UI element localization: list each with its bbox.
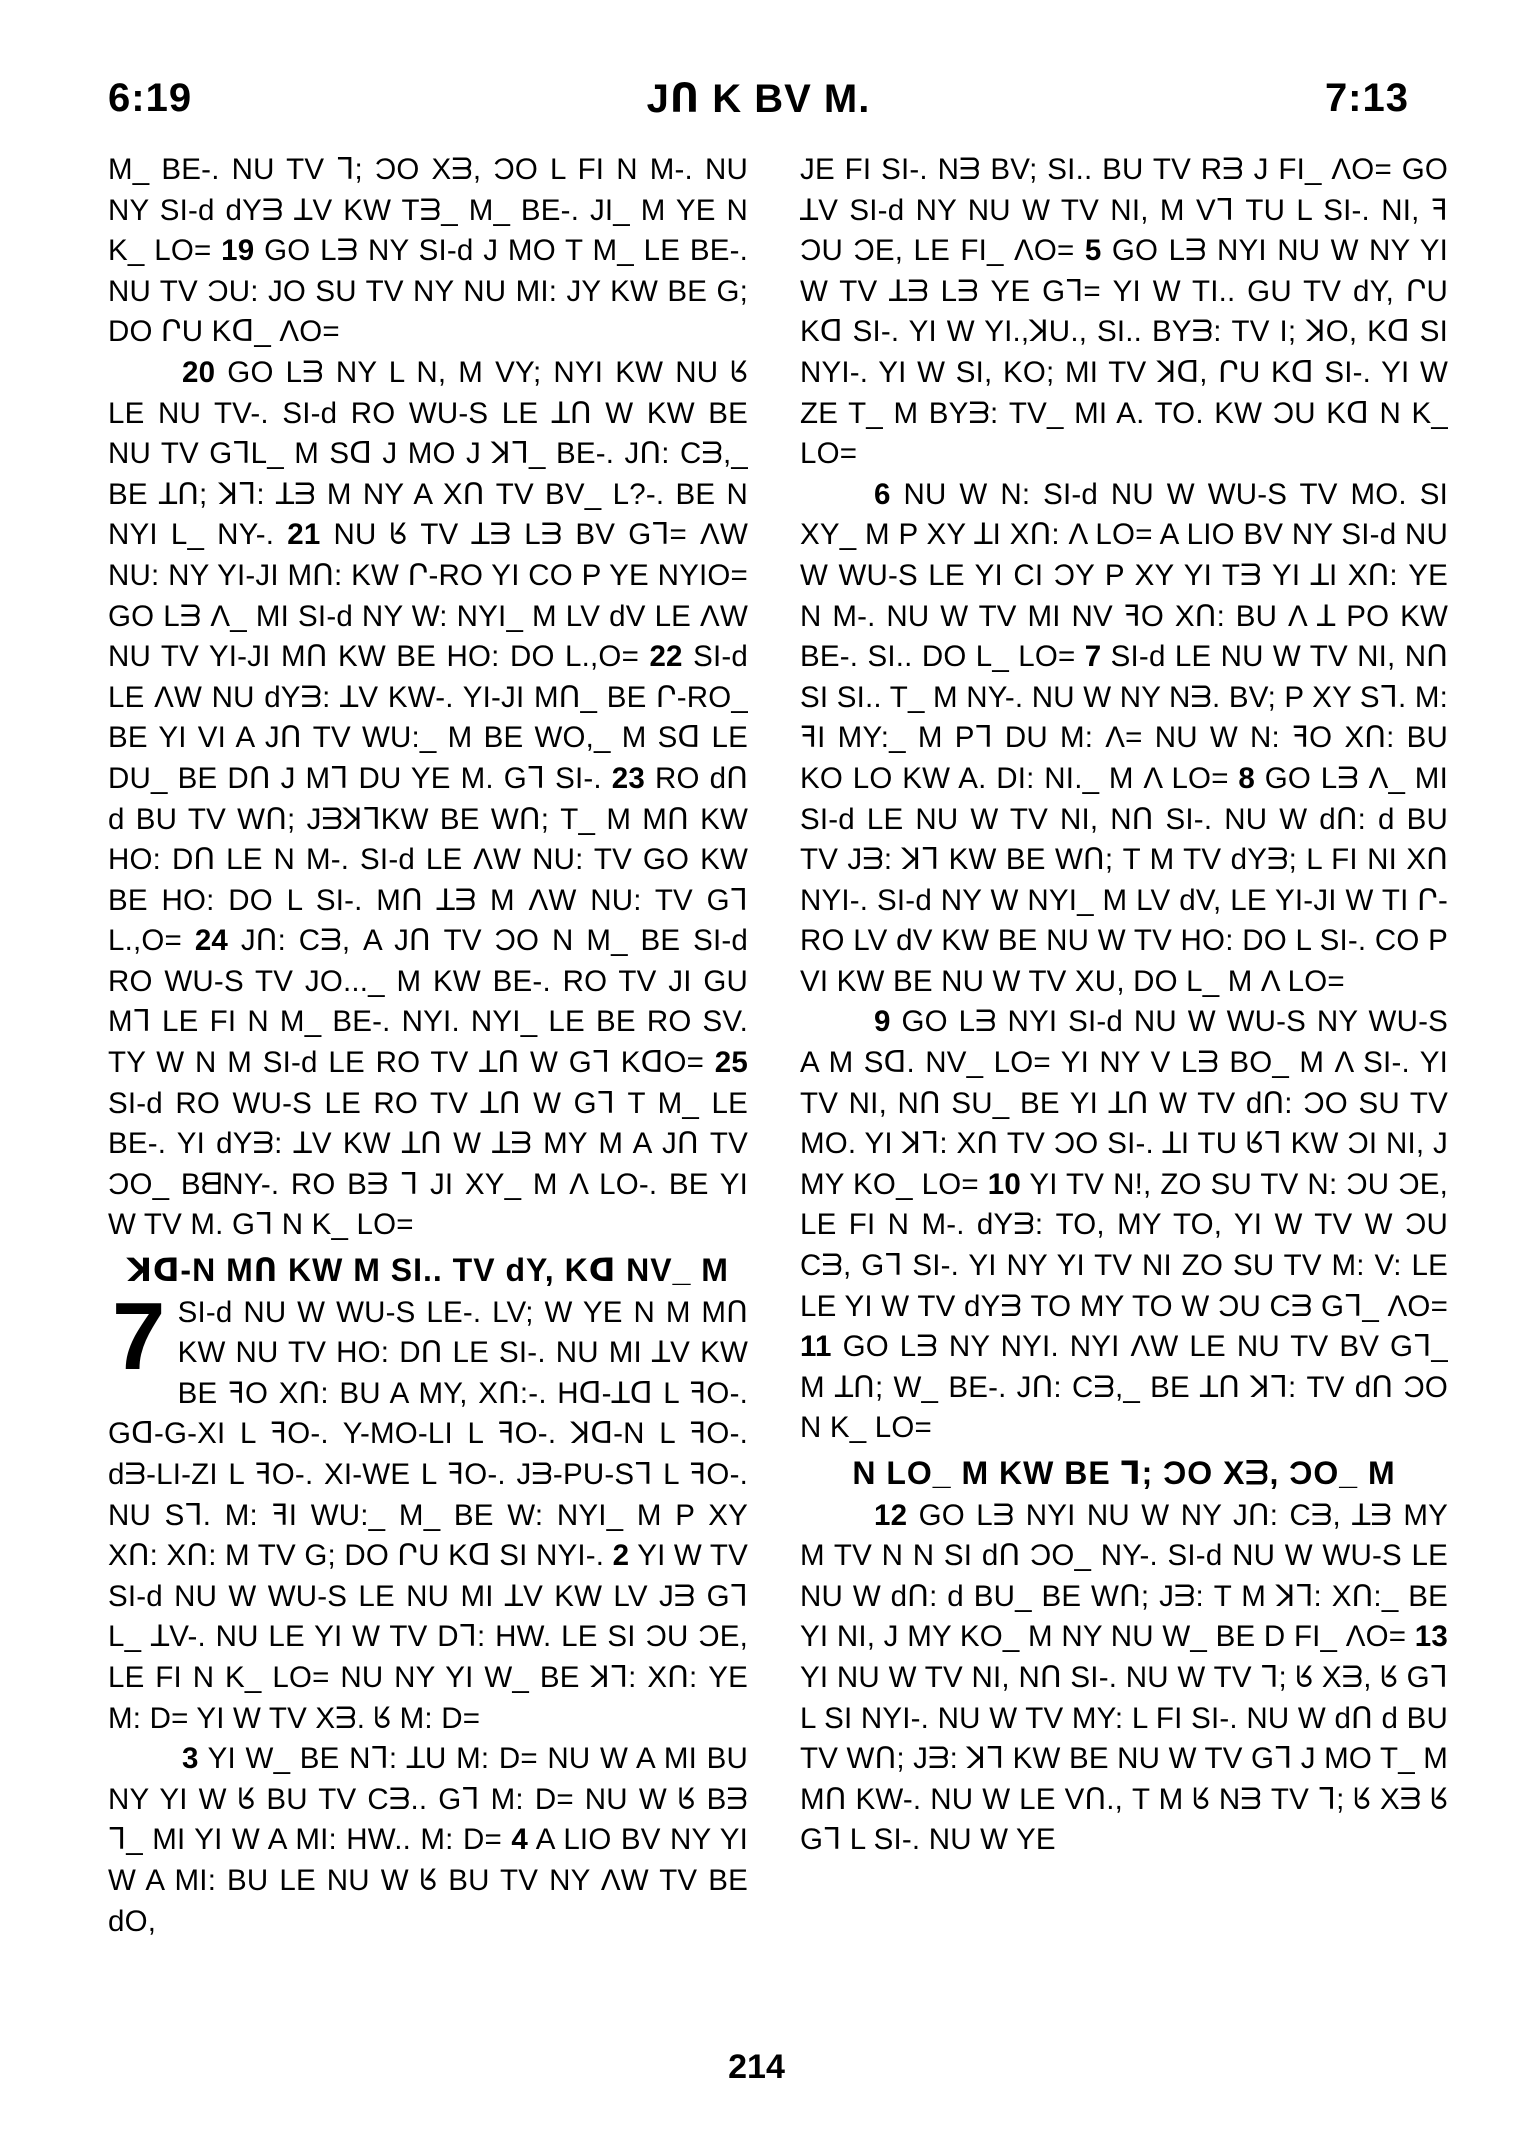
verse-number: 8 xyxy=(1238,761,1255,795)
verse-text: YI TV N!, ZO SU TV N: ƆU ƆE, LE FI N M-. dYᗱ: TO, MY TO, YI W TV W ƆU Cᗱ, Gᒣ SI-. YI NY YI TV NI ZO SU TV M: V: LE LE YI W TV dYᗱ TO MY TO W ƆU Cᗱ Gᒣ_ ΛO= xyxy=(800,1167,1448,1323)
section-heading: N LO_ M KW BE ᒣ; ƆO Xᗱ, ƆO_ M xyxy=(852,1455,1396,1491)
verse-text: YI NU W TV NI, NՈ SI-. NU W TV ᒣ; ᖉ Xᗱ, ᖉ Gᒣ L SI NYI-. NU W TV MY: L FI SI-. NU W dՈ d BU TV WՈ; Jᗱ: ꓘᒣ KW BE NU W TV Gᒣ J MO T_ M MՈ KW-. NU W LE VՈ., T M ᖉ Nᗱ TV ᒣ; ᖉ Xᗱ ᖉ Gᒣ L SI-. NU W YE xyxy=(800,1660,1448,1857)
paragraph xyxy=(800,475,1448,1003)
verse-text: RO dՈ d BU TV WՈ; JᗱꓘᒣKW BE WՈ; T_ M MՈ KW HO: DՈ LE N M-. SI-d LE ΛW NU: TV GO KW BE HO: DO L SI-. MՈ ꓕᗱ M ΛW NU: TV Gᒣ L.,O= xyxy=(108,761,748,958)
verse-number: 11 xyxy=(800,1330,832,1364)
verse-text: NU ᖉ TV ꓕᗱ Lᗱ BV Gᒣ= ΛW NU: NY YI-JI MՈ: KW Ր-RO YI CO P YE NYIO= GO Lᗱ Λ_ MI SI-d NY W: NYI_ M LV dV LE ΛW NU TV YI-JI MՈ KW BE HO: DO L.,O= xyxy=(108,518,748,674)
paragraph xyxy=(108,353,748,1246)
verse-number: 23 xyxy=(611,761,645,795)
chapter-paragraph xyxy=(108,1282,748,1740)
verse-number: 5 xyxy=(1084,234,1102,268)
verse-text: GO Lᗱ NYI NU W NY JՈ: Cᗱ, ꓕᗱ MY M TV N N SI dՈ ƆO_ NY-. SI-d NU W WU-S LE NU W dՈ: d BU_ BE WՈ; Jᗱ: T M ꓘᒣ: XՈ:_ BE YI NI, J MY KO_ M NY NU W_ BE D FI_ ΛO= xyxy=(800,1498,1448,1654)
verse-number: 6 xyxy=(874,477,891,511)
header-right-reference: 7:13 xyxy=(1324,76,1409,120)
verse-number: 10 xyxy=(987,1167,1021,1201)
verse-number: 20 xyxy=(182,355,216,389)
verse-number: 9 xyxy=(874,1005,891,1039)
verse-text: GO Lᗱ NY NYI. NYI ΛW LE NU TV BV Gᒣ_ M ꓕՈ; W_ BE-. JՈ: Cᗱ,_ BE ꓕՈ ꓘᒣ: TV dՈ ƆO N K_ LO= xyxy=(800,1330,1448,1445)
paragraph xyxy=(800,1002,1448,1449)
verse-text: M_ BE-. NU TV ᒣ; ƆO Xᗱ, ƆO L FI N M-. NU NY SI-d dYᗱ ꓕV KW Tᗱ_ M_ BE-. JI_ M YE N K_ LO= xyxy=(108,153,748,268)
verse-number: 12 xyxy=(874,1498,908,1532)
verse-text: GO Lᗱ Λ_ MI SI-d LE NU W TV NI, NՈ SI-. NU W dՈ: d BU TV Jᗱ: ꓘᒣ KW BE WՈ; T M TV dYᗱ; L FI NI XՈ NYI-. SI-d NY W NYI_ M LV dV, LE YI-JI W TI Ր-RO LV dV KW BE NU W TV HO: DO L SI-. CO P VI KW BE NU W TV XU, DO L_ M Λ LO= xyxy=(800,761,1448,998)
verse-number: 13 xyxy=(1414,1620,1448,1654)
verse-text: SI-d RO WU-S LE RO TV ꓕՈ W Gᒣ T M_ LE BE-. YI dYᗱ: ꓕV KW ꓕՈ W ꓕᗱ MY M A JՈ TV ƆO_ BᗺNY-. RO Bᗱ ᒣ JI XY_ M Λ LO-. BE YI W TV M. Gᒣ N K_ LO= xyxy=(108,1086,748,1242)
header-book-title: JՈ K BV M. xyxy=(646,77,871,121)
verse-text: A LIO BV NY YI W A MI: BU LE NU W ᖉ BU TV NY ΛW TV BE dO, xyxy=(108,1823,748,1938)
paragraph xyxy=(108,1739,748,1942)
paragraph xyxy=(800,150,1448,475)
verse-text: GO Lᗱ NYI NU W NY YI W TV ꓕᗱ Lᗱ YE Gᒣ= YI W TI.. GU TV dY, ՐU Kᗡ SI-. YI W YI.,ꓘU., SI.. BYᗱ: TV I; ꓘO, Kᗡ SI NYI-. YI W SI, KO; MI TV ꓘᗡ, ՐU Kᗡ SI-. YI W ZE T_ M BYᗱ: TV_ MI A. TO. KW ƆU Kᗡ N K_ LO= xyxy=(800,234,1448,471)
verse-text: JՈ: Cᗱ, A JՈ TV ƆO N M_ BE SI-d RO WU-S TV JO..._ M KW BE-. RO TV JI GU Mᒣ LE FI N M_ BE-. NYI. NYI_ LE BE RO SV. TY W N M SI-d LE RO TV ꓕՈ W Gᒣ KᗡO= xyxy=(108,924,748,1080)
verse-number: 19 xyxy=(221,234,255,268)
verse-text: SI-d LE ΛW NU dYᗱ: ꓕV KW-. YI-JI MՈ_ BE Ր-RO_ BE YI VI A JՈ TV WU:_ M BE WO,_ M Sᗡ LE DU_ BE DՈ J Mᒣ DU YE M. Gᒣ SI-. xyxy=(108,640,748,795)
verse-number: 24 xyxy=(194,924,229,958)
left-column xyxy=(108,150,748,2021)
verse-text: JE FI SI-. Nᗱ BV; SI.. BU TV Rᗱ J FI_ ΛO= GO ꓕV SI-d NY NU W TV NI, M Vᒣ TU L SI-. NI, ꟻ ƆU ƆE, LE FI_ ΛO= xyxy=(800,153,1448,268)
verse-text: NU W N: SI-d NU W WU-S TV MO. SI XY_ M P XY ꓕI XՈ: Λ LO= A LIO BV NY SI-d NU W WU-S LE YI CI ƆY P XY YI Tᗱ YI ꓕI XՈ: YE N M-. NU W TV MI NV ꟻO XՈ: BU Λ ꓕ PO KW BE-. SI.. DO L_ LO= xyxy=(800,477,1448,674)
verse-number: 25 xyxy=(714,1046,748,1080)
verse-text: GO Lᗱ NY L N, M VY; NYI KW NU ᖉ LE NU TV-. SI-d RO WU-S LE ꓕՈ W KW BE NU TV GᒣL_ M Sᗡ J MO J ꓘᒣ_ BE-. JՈ: Cᗱ,_ BE ꓕՈ; ꓘᒣ: ꓕᗱ M NY A XՈ TV BV_ L?-. BE N NYI L_ NY-. xyxy=(108,355,748,552)
verse-text: SI-d LE NU W TV NI, NՈ SI SI.. T_ M NY-. NU W NY Nᗱ. BV; P XY Sᒣ. M: ꟻI MY:_ M Pᒣ DU M: Λ= NU W N: ꟻO XՈ: BU KO LO KW A. DI: NI._ M Λ LO= xyxy=(800,640,1448,795)
page-number: 214 xyxy=(728,2048,785,2086)
verse-number: 3 xyxy=(182,1742,199,1776)
right-column xyxy=(800,150,1448,2021)
verse-number: 7 xyxy=(1084,640,1102,674)
verse-number: 21 xyxy=(287,518,321,552)
verse-text: SI-d NU W WU-S LE-. LV; W YE N M MՈ KW NU TV HO: DՈ LE SI-. NU MI ꓕV KW BE ꟻO XՈ: BU A MY, XՈ:-. Hᗡ-ꓕᗡ L ꟻO-. Gᗡ-G-XI L ꟻO-. Y-MO-LI L ꟻO-. ꓘᗡ-N L ꟻO-. dᗱ-LI-ZI L ꟻO-. XI-WE L ꟻO-. Jᗱ-PU-Sᒣ L ꟻO-. NU Sᒣ. M: ꟻI WU:_ M_ BE W: NYI_ M P XY XՈ: XՈ: M TV G; DO ՐU Kᗡ SI NYI-. xyxy=(108,1295,748,1573)
verse-text: GO Lᗱ NY SI-d J MO T M_ LE BE-. NU TV ƆU: JO SU TV NY NU MI: JY KW BE G; DO ՐU Kᗡ_ ΛO= xyxy=(108,234,748,349)
paragraph xyxy=(108,150,748,353)
verse-number: 4 xyxy=(511,1823,528,1857)
verse-text: YI W TV SI-d NU W WU-S LE NU MI ꓕV KW LV Jᗱ Gᒣ L_ ꓕV-. NU LE YI W TV Dᒣ: HW. LE SI ƆU ƆE, LE FI N K_ LO= NU NY YI W_ BE ꓘᒣ: XՈ: YE M: D= YI W TV Xᗱ. ᖉ M: D= xyxy=(108,1539,748,1735)
verse-text: GO Lᗱ NYI SI-d NU W WU-S NY WU-S A M Sᗡ. NV_ LO= YI NY V Lᗱ BO_ M Λ SI-. YI TV NI, NՈ SU_ BE YI ꓕՈ W TV dՈ: ƆO SU TV MO. YI ꓘᒣ: XՈ TV ƆO SI-. ꓕI TU ᖉᒣ KW ƆI NI, J MY KO_ LO= xyxy=(800,1005,1448,1201)
running-header xyxy=(108,76,1409,128)
verse-number: 2 xyxy=(612,1539,630,1573)
paragraph xyxy=(800,1496,1448,1861)
verse-number: 22 xyxy=(649,640,683,674)
verse-text: YI W_ BE Nᒣ: ꓕU M: D= NU W A MI BU NY YI W ᖉ BU TV Cᗱ.. Gᒣ M: D= NU W ᖉ Bᗱ ᒣ_ MI YI W A MI: HW.. M: D= xyxy=(108,1742,748,1857)
chapter-number: 7 xyxy=(112,1282,166,1390)
header-left-reference: 6:19 xyxy=(108,76,193,120)
section-heading: ꓘᗡ-N MՈ KW M SI.. TV dY, Kᗡ NV_ M xyxy=(127,1252,729,1289)
